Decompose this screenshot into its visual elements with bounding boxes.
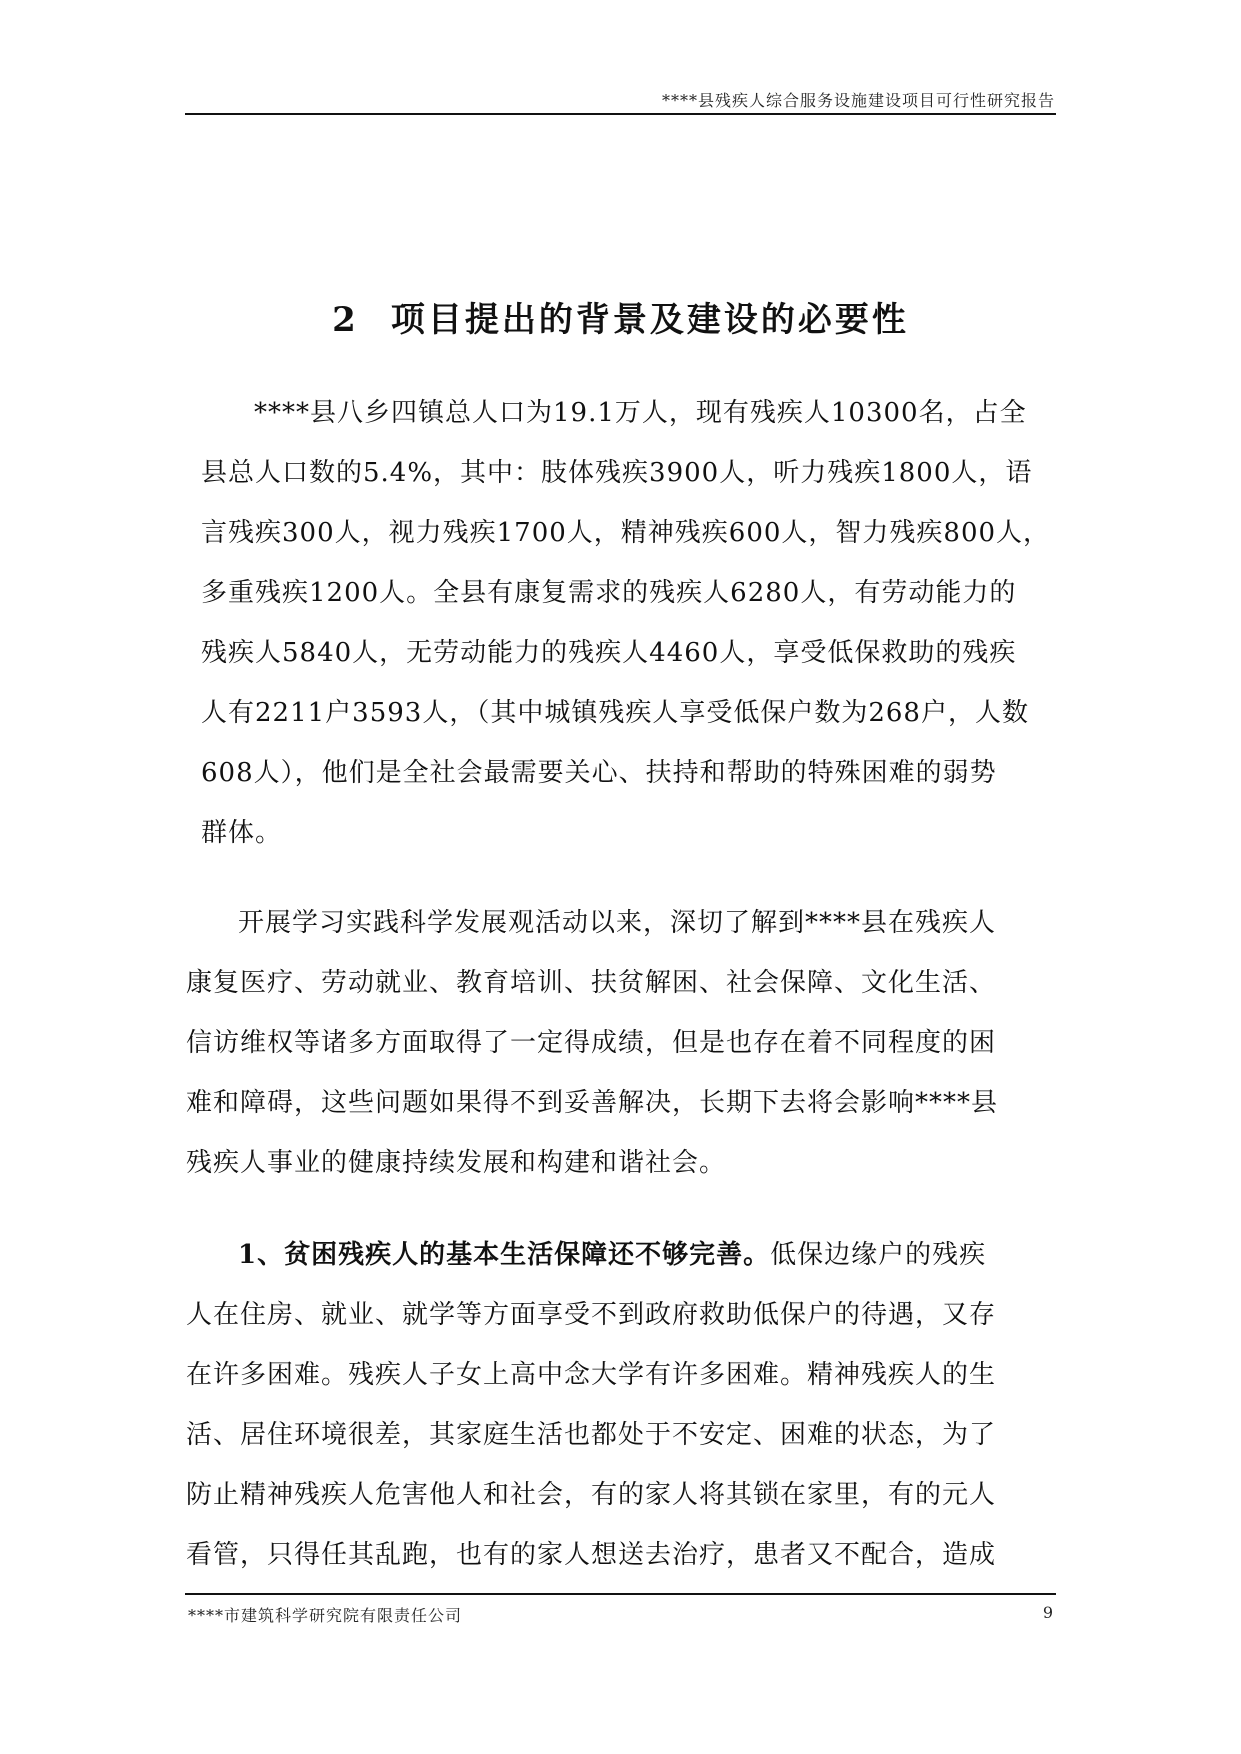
paragraph-basic-living xyxy=(186,1225,1056,1585)
text-line: 难和障碍，这些问题如果得不到妥善解决，长期下去将会影响****县 xyxy=(186,1088,999,1118)
text-line: 人在住房、就业、就学等方面享受不到政府救助低保户的待遇，又存 xyxy=(186,1300,997,1330)
text-line: 活、居住环境很差，其家庭生活也都处于不安定、困难的状态，为了 xyxy=(186,1420,997,1450)
header-title: ****县残疾人综合服务设施建设项目可行性研究报告 xyxy=(661,91,1055,110)
paragraph-challenges xyxy=(186,893,1056,1193)
text-line xyxy=(186,1225,1056,1285)
text-line: 康复医疗、劳动就业、教育培训、扶贫解困、社会保障、文化生活、 xyxy=(186,968,997,998)
page-number: 9 xyxy=(1042,1603,1053,1622)
chapter-title: 项目提出的背景及建设的必要性 xyxy=(390,300,909,340)
text-line: ****县八乡四镇总人口为19.1万人，现有残疾人10300名，占全 xyxy=(254,398,1027,428)
text-line: 人有2211户3593人，（其中城镇残疾人享受低保户数为268户，人数 xyxy=(201,698,1029,728)
text-line: 608人），他们是全社会最需要关心、扶持和帮助的特殊困难的弱势 xyxy=(201,758,997,788)
section-heading: 1、贫困残疾人的基本生活保障还不够完善。 xyxy=(238,1240,771,1270)
footer-company: ****市建筑科学研究院有限责任公司 xyxy=(188,1606,463,1625)
text-line: 县总人口数的5.4%，其中：肢体残疾3900人，听力残疾1800人，语 xyxy=(201,458,1033,488)
text-line: 在许多困难。残疾人子女上高中念大学有许多困难。精神残疾人的生 xyxy=(186,1360,997,1390)
text-line: 看管，只得任其乱跑，也有的家人想送去治疗，患者又不配合，造成 xyxy=(186,1540,997,1570)
text-line: 言残疾300人，视力残疾1700人，精神残疾600人，智力残疾800人， xyxy=(201,518,1051,548)
text-line: 防止精神残疾人危害他人和社会，有的家人将其锁在家里，有的元人 xyxy=(186,1480,997,1510)
text-line: 群体。 xyxy=(201,818,283,848)
text-line: 信访维权等诸多方面取得了一定得成绩，但是也存在着不同程度的困 xyxy=(186,1028,997,1058)
chapter-number: 2 xyxy=(332,300,359,340)
chapter-heading xyxy=(185,292,1056,341)
text-line: 残疾人事业的健康持续发展和构建和谐社会。 xyxy=(186,1148,727,1178)
text-line: 开展学习实践科学发展观活动以来，深切了解到****县在残疾人 xyxy=(238,908,997,938)
text-line: 多重残疾1200人。全县有康复需求的残疾人6280人，有劳动能力的 xyxy=(201,578,1017,608)
footer-divider xyxy=(185,1593,1056,1595)
text-line: 残疾人5840人，无劳动能力的残疾人4460人，享受低保救助的残疾 xyxy=(201,638,1017,668)
paragraph-population-stats xyxy=(186,383,1056,863)
header-divider xyxy=(185,113,1056,115)
text-run: 低保边缘户的残疾 xyxy=(770,1240,987,1270)
